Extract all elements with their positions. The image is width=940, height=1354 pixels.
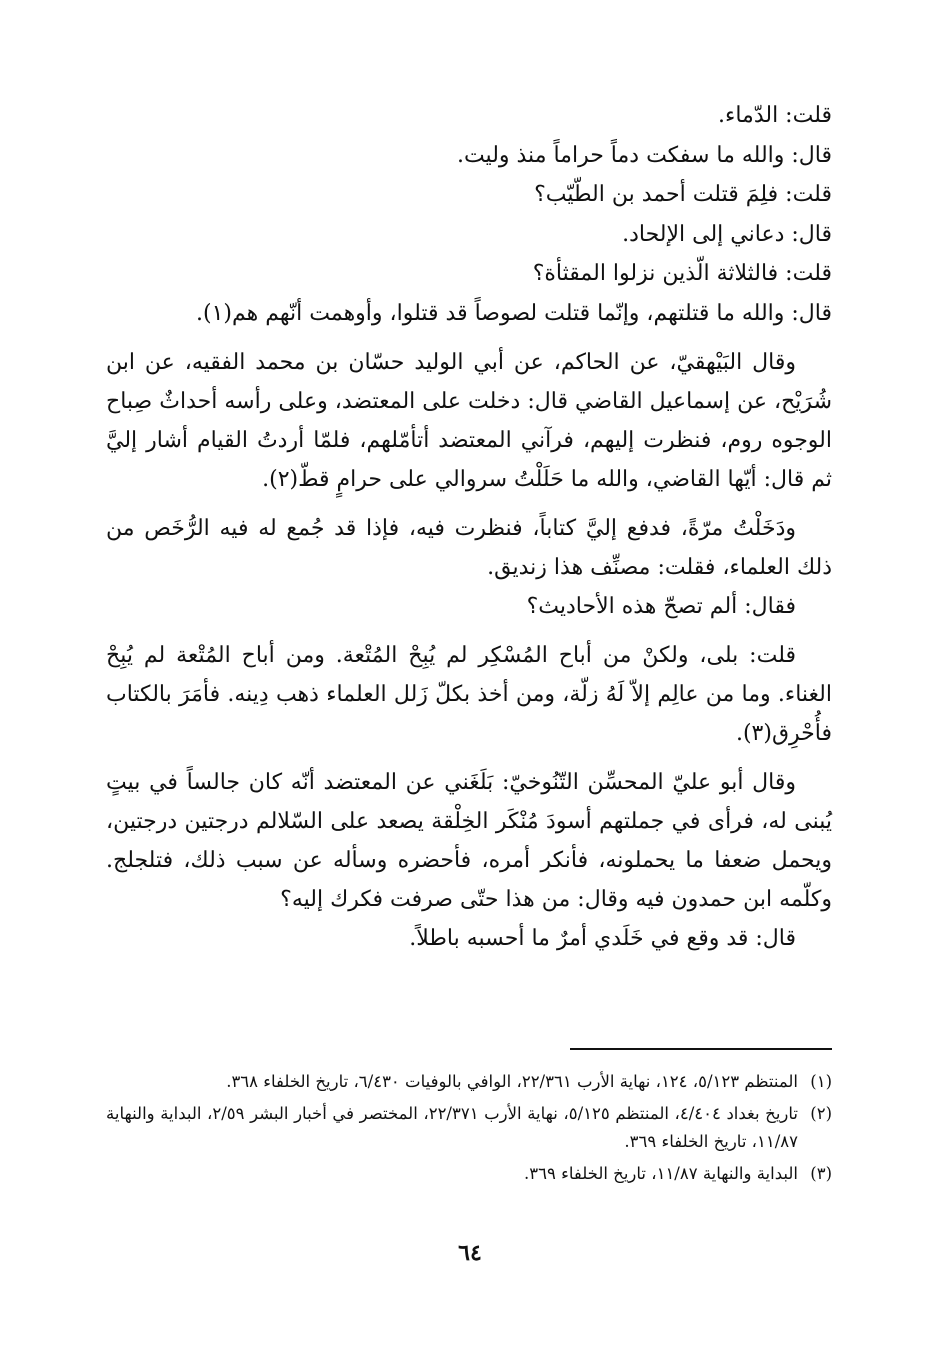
footnote [106, 1068, 832, 1096]
footnote [106, 1160, 832, 1188]
dialogue-line: قلت: الدّماء. [718, 103, 832, 128]
paragraph-tanukhi: وقال أبو عليّ المحسِّن التّنُوخيّ: بَلَغَني عن المعتضد أنّه كان جالساً في بيتٍ يُبنى له، فرأى في جملتهم أسودَ مُنْكَر الخِلْقة يصعد على السّلالم درجتين درجتين، ويحمل ضعفا ما يحملونه، فأنكر أمره، فأحضره وسأله عن سبب ذلك، فتلجلج. وكلّمه ابن حمدون فيه وقال: من هذا حتّى صرفت فكرك إليه؟ [106, 770, 832, 912]
footnote-text: تاريخ بغداد ٤/٤٠٤، المنتظم ٥/١٢٥، نهاية الأرب ٢٢/٣٧١، المختصر في أخبار البشر ٢/٥٩، البداية والنهاية ١١/٨٧، تاريخ الخلفاء ٣٦٩. [106, 1104, 798, 1151]
paragraph-reply: قال: قد وقع في خَلَدي أمرٌ ما أحسبه باطلاً. [409, 926, 796, 951]
dialogue-line: قال: والله ما سفكت دماً حراماً منذ وليت. [456, 142, 832, 168]
footnote-text: البداية والنهاية ١١/٨٧، تاريخ الخلفاء ٣٦٩. [523, 1164, 798, 1183]
footnote-number: (٣) [810, 1164, 832, 1183]
footnotes [106, 1068, 832, 1192]
footnote-number: (٢) [810, 1104, 832, 1123]
dialogue-line: قال: والله ما قتلتهم، وإنّما قتلت لصوصاً قد قتلوا، وأوهمت أنّهم هم(١). [196, 300, 832, 326]
paragraph-bayhaqi: وقال البَيْهقيّ، عن الحاكم، عن أبي الوليد حسّان بن محمد الفقيه، عن ابن شُرَيْح، عن إسماعيل القاضي قال: دخلت على المعتضد، وعلى رأسه أحداثٌ صِباح الوجوه روم، فنظرت إليهم، فرآني المعتضد أتأمّلهم، فلمّا أردتُ القيام أشار إليَّ ثم قال: أيّها القاضي، والله ما حَلَلْتُ سروالي على حرامٍ قطّ(٢). [106, 350, 832, 492]
dialogue-line: قال: دعاني إلى الإلحاد. [622, 221, 832, 247]
dialogue-line: قلت: فلِمَ قتلت أحمد بن الطّيّب؟ [534, 182, 832, 207]
footnote-divider [570, 1048, 832, 1050]
page-number: ٦٤ [458, 1240, 482, 1266]
dialogue-block [106, 96, 832, 333]
paragraph-answer: قلت: بلى، ولكنْ من أباح المُسْكِر لم يُبِحْ المُتْعة. ومن أباح المُتْعة لم يُبِحْ الغناء. وما من عالِم إلاّ لَهُ زلّة، ومن أخذ بكلّ زَلل العلماء ذهب دِينه. فأمَرَ بالكتاب فأُحْرِق(٣). [106, 643, 832, 746]
footnote-text: المنتظم ٥/١٢٣، ١٢٤، نهاية الأرب ٢٢/٣٦١، الوافي بالوفيات ٦/٤٣٠، تاريخ الخلفاء ٣٦٨. [226, 1072, 798, 1091]
page-body [106, 96, 832, 958]
footnote [106, 1100, 832, 1156]
footnote-number: (١) [810, 1072, 832, 1091]
dialogue-line: قلت: فالثلاثة الّذين نزلوا المقثأة؟ [532, 261, 832, 286]
paragraph-question: فقال: ألم تصحّ هذه الأحاديث؟ [526, 594, 796, 619]
paragraph-book: ودَخَلْتُ مرّةً، فدفع إليَّ كتاباً، فنظرت فيه، فإذا قد جُمع له فيه الرُّخَص من ذلك العلماء، فقلت: مصنِّف هذا زنديق. [106, 516, 832, 580]
